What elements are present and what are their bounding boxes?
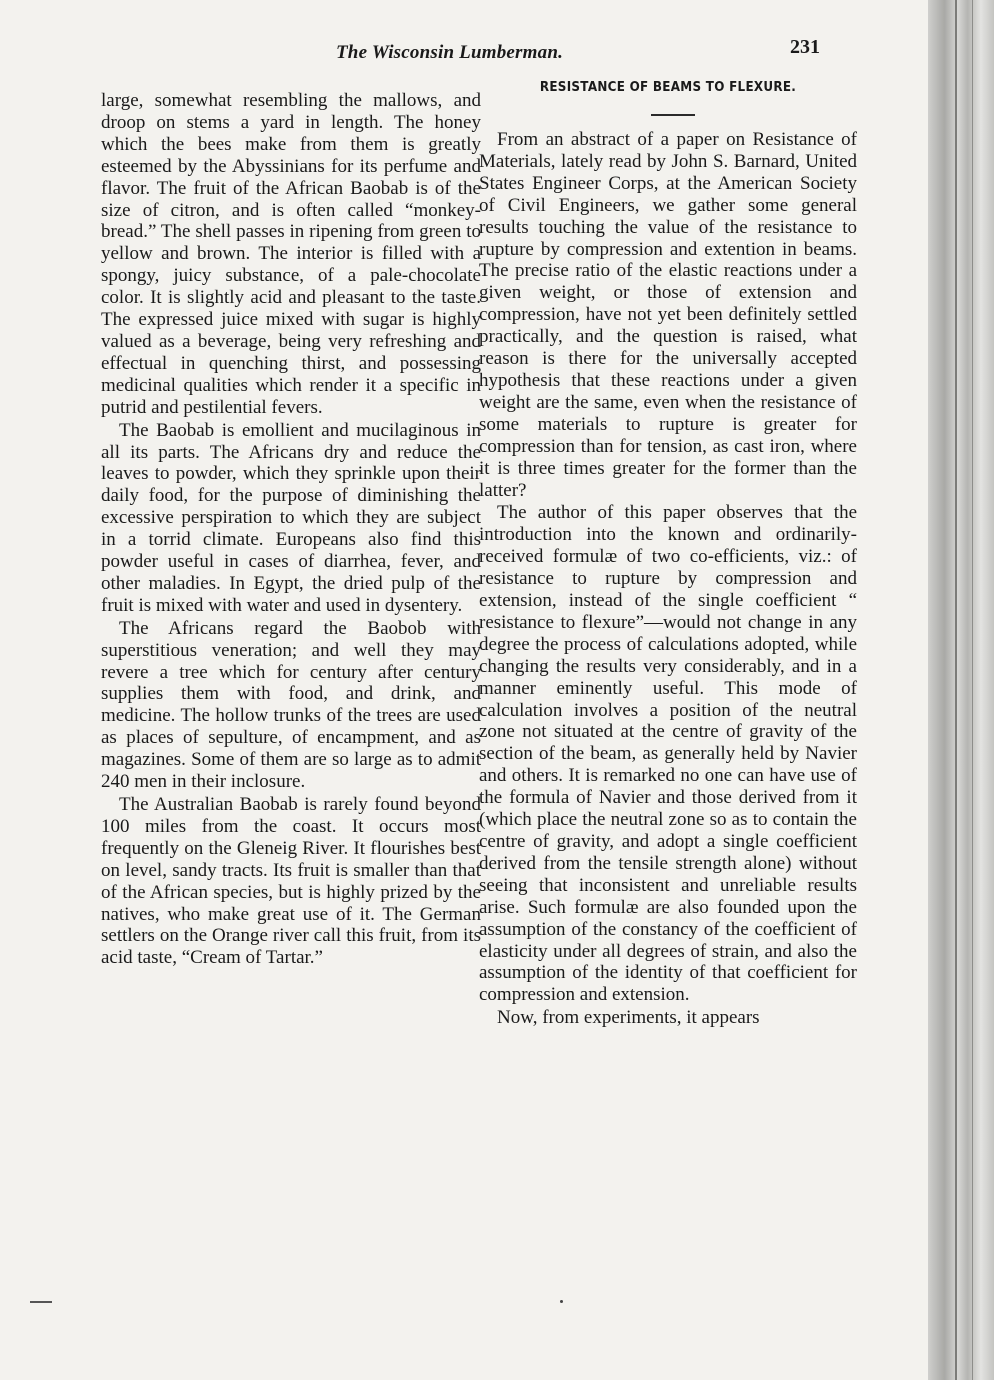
print-speck [560,1300,563,1303]
paragraph: large, somewhat resembling the mallows, and droop on stems a yard in length. The honey which the bees make from them is greatly esteemed by the Abyssinians for its perfume and flavor. The fruit of the African Baobab is of the size of citron, and is often called “monkey-bread.” The shell passes in ripening from green to yellow and brown. The interior is filled with a spongy, juicy substance, of a pale-chocolate color. It is slightly acid and pleasant to the taste. The expressed juice mixed with sugar is highly valued as a beverage, being very refreshing and effectual in quenching thirst, and possessing medicinal qualities which render it a specific in putrid and pestilential fevers. [101,90,481,418]
article-title: RESISTANCE OF BEAMS TO FLEXURE. [539,80,797,95]
page-number: 231 [790,36,820,58]
running-head [0,36,994,72]
binding-line [955,0,957,1380]
book-spine [928,0,994,1380]
title-rule [651,114,695,116]
paragraph: The author of this paper observes that the introduction into the known and ordinarily-received formulæ of two co-efficients, viz.: of resistance to rupture by compression and extension, instead of the single coefficient “ resistance to flexure”—would not change in any degree the process of calculations adopted, while changing the results very considerably, and in a manner eminently useful. This mode of calculation involves a position of the neutral zone not situated at the centre of gravity of the section of the beam, as generally held by Navier and others. It is remarked no one can have use of the formula of Navier and those derived from it (which place the neutral zone so as to contain the centre of gravity, and adopt a single coefficient derived from the tensile strength alone) without seeing that inconsistent and unreliable results arise. Such formulæ are also founded upon the assumption of the constancy of the coefficient of elasticity under all degrees of strain, and also the assumption of the identity of that coefficient for compression and extension. [479,502,857,1006]
right-column [479,129,857,1029]
paragraph: The Baobab is emollient and mucilaginous in all its parts. The Africans dry and reduce the leaves to powder, which they sprinkle upon their daily food, for the purpose of diminishing the excessive perspiration to which they are subject in a torrid climate. Europeans also find this powder useful in cases of diarrhea, fever, and other maladies. In Egypt, the dried pulp of the fruit is mixed with water and used in dysentery. [101,419,481,616]
paragraph: The Africans regard the Baobob with superstitious veneration; and well they may revere a tree which for century after century supplies them with food, and drink, and medicine. The hollow trunks of the trees are used as places of sepulture, of encampment, and as magazines. Some of them are so large as to admit 240 men in their inclosure. [101,617,481,793]
paragraph: Now, from experiments, it appears [497,1007,760,1029]
left-column [101,90,481,969]
journal-title: The Wisconsin Lumberman. [336,42,564,63]
paragraph: From an abstract of a paper on Resistance of Materials, lately read by John S. Barnard, United States Engineer Corps, at the American Society of Civil Engineers, we gather some general results touching the value of the resistance to rupture by compression and extention in beams. The precise ratio of the elastic reactions under a given weight, or those of extension and compression, have not yet been definitely settled practically, and the question is raised, what reason is there for the universally accepted hypothesis that these reactions under a given weight are the same, even when the resistance of some materials to rupture is greater for compression than for tension, as cast iron, where it is three times greater for the former than the latter? [479,129,857,501]
margin-mark [30,1301,52,1303]
binding-line [972,0,973,1380]
paragraph: The Australian Baobab is rarely found beyond 100 miles from the coast. It occurs most frequently on the Gleneig River. It flourishes best on level, sandy tracts. Its fruit is smaller than that of the African species, but is highly prized by the natives, who make great use of it. The German settlers on the Orange river call this fruit, from its acid taste, “Cream of Tartar.” [101,794,481,969]
